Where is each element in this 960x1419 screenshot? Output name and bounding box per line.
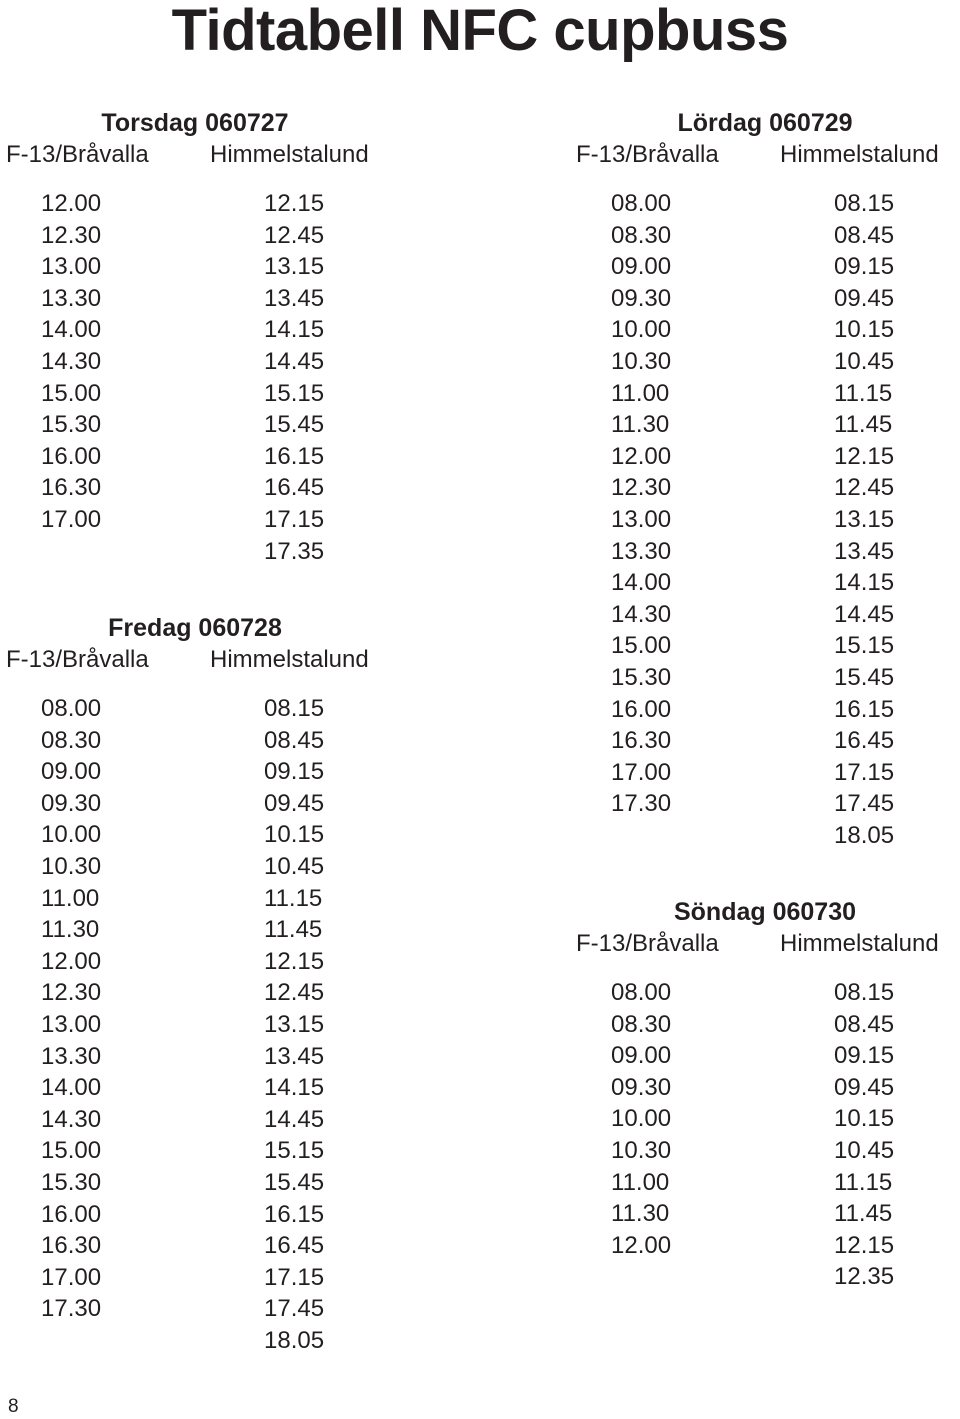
table-row xyxy=(570,788,960,820)
arrival-time: 13.15 xyxy=(264,253,325,281)
table-row xyxy=(0,536,390,568)
column-headers xyxy=(570,931,960,957)
departure-time: 10.30 xyxy=(611,1136,672,1164)
departure-time: 10.30 xyxy=(41,852,102,880)
table-row xyxy=(0,914,390,946)
column-header-from: F-13/Bråvalla xyxy=(576,141,719,168)
arrival-time: 17.15 xyxy=(264,1263,325,1291)
table-row xyxy=(570,472,960,504)
departure-time: 14.30 xyxy=(41,347,102,375)
departure-time: 08.00 xyxy=(41,695,102,722)
column-header-from: F-13/Bråvalla xyxy=(576,930,719,957)
arrival-time: 10.45 xyxy=(834,347,895,375)
departure-time: 10.00 xyxy=(41,821,102,849)
table-row xyxy=(0,314,390,346)
column-header-to: Himmelstalund xyxy=(780,141,939,168)
arrival-time: 15.15 xyxy=(264,1137,325,1165)
table-row xyxy=(0,220,390,252)
departure-time: 14.30 xyxy=(611,600,672,628)
departure-time: 17.00 xyxy=(41,1263,102,1291)
page-number: 8 xyxy=(8,1396,19,1417)
arrival-time: 15.45 xyxy=(834,663,895,691)
departure-time: 09.00 xyxy=(611,1042,672,1070)
arrival-time: 11.45 xyxy=(834,1200,893,1228)
column-header-from: F-13/Bråvalla xyxy=(6,646,149,673)
arrival-time: 10.15 xyxy=(834,1105,895,1133)
arrival-time: 08.15 xyxy=(834,979,895,1006)
departure-time: 11.00 xyxy=(611,379,670,407)
departure-list xyxy=(0,693,390,1356)
table-row xyxy=(570,1072,960,1104)
departure-time: 17.30 xyxy=(41,1295,102,1323)
table-row xyxy=(0,1230,390,1262)
arrival-time: 14.15 xyxy=(264,1074,325,1102)
table-row xyxy=(0,788,390,820)
departure-time: 13.00 xyxy=(611,505,672,533)
arrival-time: 16.45 xyxy=(264,474,325,502)
arrival-time: 10.45 xyxy=(834,1136,895,1164)
arrival-time: 12.45 xyxy=(834,474,895,502)
arrival-time: 11.15 xyxy=(834,379,893,407)
table-row xyxy=(0,725,390,757)
departure-time: 08.30 xyxy=(611,221,672,249)
arrival-time: 16.45 xyxy=(264,1232,325,1260)
departure-time: 08.00 xyxy=(611,979,672,1006)
departure-list xyxy=(570,188,960,851)
table-row xyxy=(0,1325,390,1357)
arrival-time: 12.15 xyxy=(264,190,325,217)
arrival-time: 16.45 xyxy=(834,727,895,755)
departure-time: 11.00 xyxy=(611,1168,670,1196)
departure-list xyxy=(570,977,960,1293)
table-row xyxy=(570,977,960,1009)
table-row xyxy=(570,567,960,599)
timetable-thursday xyxy=(0,108,390,567)
arrival-time: 16.15 xyxy=(834,695,895,723)
column-headers xyxy=(0,142,390,168)
table-row xyxy=(0,504,390,536)
departure-time: 08.30 xyxy=(41,726,102,754)
table-row xyxy=(0,1072,390,1104)
table-row xyxy=(570,251,960,283)
arrival-time: 12.35 xyxy=(834,1263,895,1291)
table-row xyxy=(570,725,960,757)
table-row xyxy=(570,378,960,410)
arrival-time: 08.15 xyxy=(264,695,325,722)
departure-time: 12.30 xyxy=(41,979,102,1007)
table-row xyxy=(0,441,390,473)
table-row xyxy=(0,977,390,1009)
arrival-time: 11.45 xyxy=(264,916,323,944)
departure-time: 15.30 xyxy=(41,411,102,439)
column-header-to: Himmelstalund xyxy=(210,646,369,673)
table-row xyxy=(0,1262,390,1294)
departure-time: 15.00 xyxy=(611,632,672,660)
arrival-time: 17.15 xyxy=(264,505,325,533)
departure-time: 14.00 xyxy=(41,1074,102,1102)
table-row xyxy=(0,1135,390,1167)
arrival-time: 18.05 xyxy=(264,1326,325,1354)
table-row xyxy=(0,251,390,283)
departure-time: 11.30 xyxy=(41,916,100,944)
departure-time: 17.00 xyxy=(611,758,672,786)
arrival-time: 18.05 xyxy=(834,821,895,849)
arrival-time: 12.15 xyxy=(834,1231,895,1259)
departure-time: 14.30 xyxy=(41,1105,102,1133)
arrival-time: 14.45 xyxy=(264,347,325,375)
arrival-time: 14.45 xyxy=(834,600,895,628)
departure-time: 09.00 xyxy=(611,253,672,281)
arrival-time: 09.15 xyxy=(834,253,895,281)
departure-time: 14.00 xyxy=(41,316,102,344)
departure-time: 13.30 xyxy=(611,537,672,565)
table-row xyxy=(0,1104,390,1136)
departure-time: 15.00 xyxy=(41,379,102,407)
day-title: Söndag 060730 xyxy=(673,898,857,926)
table-row xyxy=(570,757,960,789)
departure-time: 11.30 xyxy=(611,1200,670,1228)
arrival-time: 17.35 xyxy=(264,537,325,565)
arrival-time: 13.15 xyxy=(264,1010,325,1038)
table-row xyxy=(570,283,960,315)
departure-time: 11.00 xyxy=(41,884,100,912)
departure-time: 12.00 xyxy=(41,190,102,217)
table-row xyxy=(570,504,960,536)
departure-time: 12.30 xyxy=(611,474,672,502)
arrival-time: 12.15 xyxy=(264,947,325,975)
arrival-time: 12.45 xyxy=(264,979,325,1007)
table-row xyxy=(570,536,960,568)
table-row xyxy=(0,283,390,315)
table-row xyxy=(570,346,960,378)
departure-time: 16.30 xyxy=(41,474,102,502)
table-row xyxy=(0,472,390,504)
arrival-time: 11.15 xyxy=(834,1168,893,1196)
arrival-time: 08.45 xyxy=(834,1010,895,1038)
arrival-time: 17.45 xyxy=(834,790,895,818)
table-row xyxy=(570,314,960,346)
departure-time: 13.00 xyxy=(41,253,102,281)
departure-time: 12.30 xyxy=(41,221,102,249)
arrival-time: 09.45 xyxy=(834,1073,895,1101)
departure-time: 16.30 xyxy=(41,1232,102,1260)
day-title: Lördag 060729 xyxy=(677,109,853,137)
timetable-friday xyxy=(0,613,390,1356)
departure-time: 16.00 xyxy=(41,442,102,470)
arrival-time: 14.15 xyxy=(834,569,895,597)
table-row xyxy=(0,1041,390,1073)
arrival-time: 16.15 xyxy=(264,442,325,470)
table-row xyxy=(570,599,960,631)
table-row xyxy=(570,820,960,852)
arrival-time: 13.15 xyxy=(834,505,895,533)
table-row xyxy=(0,693,390,725)
table-row xyxy=(570,1040,960,1072)
table-row xyxy=(570,630,960,662)
arrival-time: 11.45 xyxy=(834,411,893,439)
arrival-time: 08.45 xyxy=(264,726,325,754)
table-row xyxy=(0,346,390,378)
table-row xyxy=(570,220,960,252)
arrival-time: 10.15 xyxy=(264,821,325,849)
table-row xyxy=(0,946,390,978)
arrival-time: 11.15 xyxy=(264,884,323,912)
departure-time: 16.30 xyxy=(611,727,672,755)
table-row xyxy=(0,851,390,883)
table-row xyxy=(0,1167,390,1199)
departure-time: 13.30 xyxy=(41,284,102,312)
column-header-to: Himmelstalund xyxy=(210,141,369,168)
table-row xyxy=(0,883,390,915)
departure-time: 11.30 xyxy=(611,411,670,439)
departure-time: 16.00 xyxy=(611,695,672,723)
arrival-time: 16.15 xyxy=(264,1200,325,1228)
departure-time: 15.00 xyxy=(41,1137,102,1165)
column-headers xyxy=(0,647,390,673)
table-row xyxy=(570,409,960,441)
table-row xyxy=(0,188,390,220)
arrival-time: 08.15 xyxy=(834,190,895,217)
departure-time: 13.00 xyxy=(41,1010,102,1038)
arrival-time: 12.15 xyxy=(834,442,895,470)
departure-time: 08.00 xyxy=(611,190,672,217)
arrival-time: 14.45 xyxy=(264,1105,325,1133)
departure-time: 17.00 xyxy=(41,505,102,533)
arrival-time: 17.45 xyxy=(264,1295,325,1323)
column-header-to: Himmelstalund xyxy=(780,930,939,957)
table-row xyxy=(0,1009,390,1041)
arrival-time: 10.15 xyxy=(834,316,895,344)
departure-time: 08.30 xyxy=(611,1010,672,1038)
departure-time: 10.30 xyxy=(611,347,672,375)
departure-time: 14.00 xyxy=(611,569,672,597)
departure-time: 12.00 xyxy=(611,442,672,470)
arrival-time: 09.45 xyxy=(834,284,895,312)
table-row xyxy=(570,1261,960,1293)
day-title: Torsdag 060727 xyxy=(101,109,289,137)
table-row xyxy=(0,378,390,410)
arrival-time: 15.15 xyxy=(834,632,895,660)
table-row xyxy=(570,1230,960,1262)
arrival-time: 09.15 xyxy=(264,758,325,786)
departure-time: 10.00 xyxy=(611,1105,672,1133)
arrival-time: 09.45 xyxy=(264,789,325,817)
table-row xyxy=(0,409,390,441)
table-row xyxy=(570,1167,960,1199)
departure-time: 09.00 xyxy=(41,758,102,786)
departure-time: 15.30 xyxy=(41,1168,102,1196)
table-row xyxy=(570,441,960,473)
arrival-time: 15.45 xyxy=(264,411,325,439)
table-row xyxy=(0,1293,390,1325)
timetable-sunday xyxy=(570,897,960,1293)
arrival-time: 15.15 xyxy=(264,379,325,407)
day-title: Fredag 060728 xyxy=(108,614,282,642)
table-row xyxy=(570,1135,960,1167)
arrival-time: 08.45 xyxy=(834,221,895,249)
table-row xyxy=(0,819,390,851)
departure-time: 12.00 xyxy=(611,1231,672,1259)
departure-time: 09.30 xyxy=(611,1073,672,1101)
departure-time: 16.00 xyxy=(41,1200,102,1228)
column-headers xyxy=(570,142,960,168)
departure-time: 17.30 xyxy=(611,790,672,818)
departure-time: 15.30 xyxy=(611,663,672,691)
departure-time: 12.00 xyxy=(41,947,102,975)
arrival-time: 13.45 xyxy=(264,284,325,312)
departure-time: 09.30 xyxy=(611,284,672,312)
arrival-time: 17.15 xyxy=(834,758,895,786)
table-row xyxy=(570,1103,960,1135)
arrival-time: 13.45 xyxy=(834,537,895,565)
arrival-time: 14.15 xyxy=(264,316,325,344)
table-row xyxy=(570,1009,960,1041)
table-row xyxy=(570,662,960,694)
departure-time: 13.30 xyxy=(41,1042,102,1070)
arrival-time: 10.45 xyxy=(264,852,325,880)
arrival-time: 12.45 xyxy=(264,221,325,249)
departure-time: 09.30 xyxy=(41,789,102,817)
timetable-saturday xyxy=(570,108,960,851)
arrival-time: 09.15 xyxy=(834,1042,895,1070)
arrival-time: 13.45 xyxy=(264,1042,325,1070)
departure-list xyxy=(0,188,390,567)
page-title: Tidtabell NFC cupbuss xyxy=(171,0,789,63)
table-row xyxy=(0,756,390,788)
departure-time: 10.00 xyxy=(611,316,672,344)
column-header-from: F-13/Bråvalla xyxy=(6,141,149,168)
table-row xyxy=(570,1198,960,1230)
table-row xyxy=(570,694,960,726)
table-row xyxy=(0,1199,390,1231)
table-row xyxy=(570,188,960,220)
arrival-time: 15.45 xyxy=(264,1168,325,1196)
